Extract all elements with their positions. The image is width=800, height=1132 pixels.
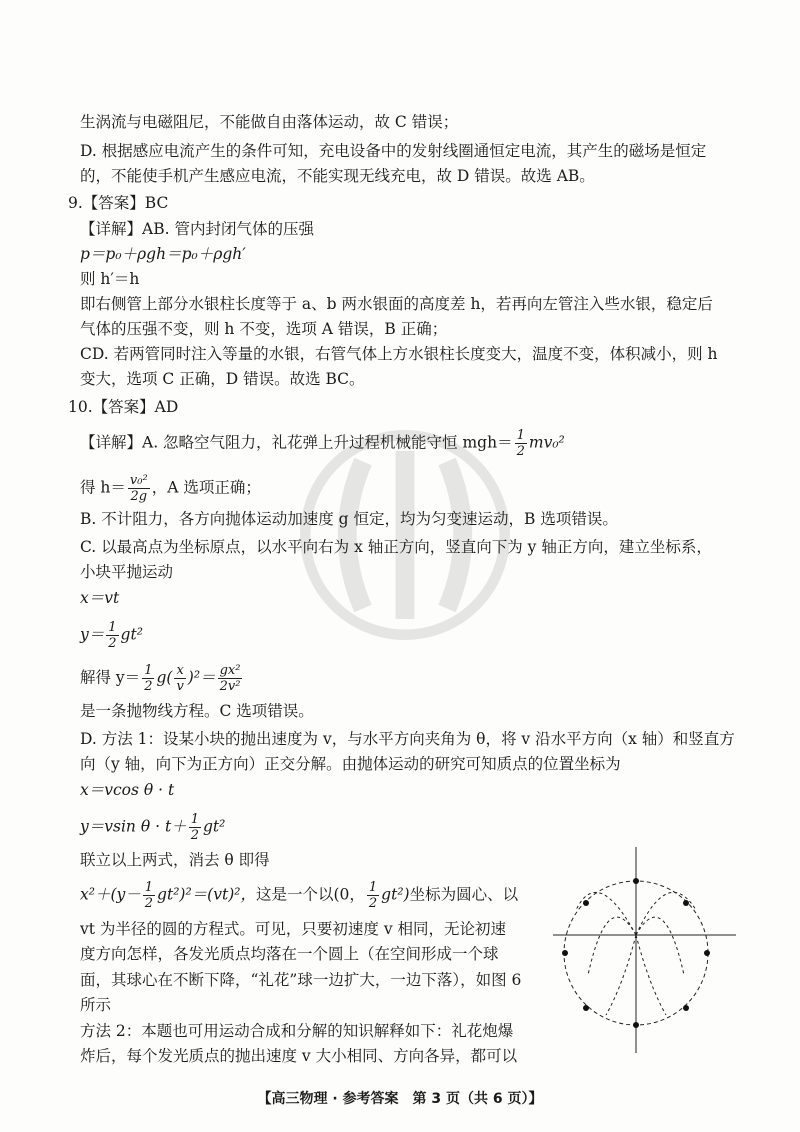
text-line: D. 方法 1：设某小块的抛出速度为 v，与水平方向夹角为 θ，将 v 沿水平方向（x 轴）和竖直方 — [80, 730, 735, 748]
formula-line: 【详解】A. 忽略空气阻力，礼花弹上升过程机械能守恒 mgh＝ $\frac{1}{2}$ mv₀² — [80, 428, 565, 459]
text-line: 的，不能使手机产生感应电流，不能实现无线充电，故 D 错误。故选 AB。 — [80, 167, 595, 185]
text-line: 所示 — [80, 996, 112, 1014]
formula-line: x²＋(y－ $\frac{1}{2}$ gt²)²＝(vt)²，这是一个以(0， $\frac{1}{2}$ gt²)坐标为圆心、以 — [80, 880, 519, 911]
watermark-logo-icon — [300, 430, 510, 640]
text-line: vt 为半径的圆的方程式。可见，只要初速度 v 相同，无论初速 — [80, 920, 507, 938]
answer-heading-9: 9.【答案】BC — [68, 194, 169, 212]
text-line: C. 以最高点为坐标原点，以水平向右为 x 轴正方向，竖直向下为 y 轴正方向，建立坐标系， — [80, 538, 712, 556]
formula-line: p＝p₀＋ρgh＝p₀＋ρgh′ — [80, 245, 246, 263]
text-line: D. 根据感应电流产生的条件可知，充电设备中的发射线圈通恒定电流，其产生的磁场是恒定 — [80, 142, 707, 160]
formula-line: 解得 y＝ $\frac{1}{2}$ g( $\frac{x}{v}$ )²＝ $\frac{\text{gx²}}{\text{2v²}}$ — [80, 663, 241, 694]
text-line: 是一条抛物线方程。C 选项错误。 — [80, 702, 314, 720]
text-line: 气体的压强不变，则 h 不变，选项 A 错误，B 正确； — [80, 320, 448, 338]
formula-line: y＝vsin θ · t＋ $\frac{1}{2}$ gt² — [80, 812, 226, 843]
text-line: 联立以上两式，消去 θ 即得 — [80, 851, 270, 869]
formula-line: x＝vt — [80, 589, 120, 607]
figure-6-fireworks-diagram — [548, 845, 738, 1055]
text-line: 生涡流与电磁阻尼，不能做自由落体运动，故 C 错误； — [80, 113, 459, 131]
text-line: 即右侧管上部分水银柱长度等于 a、b 两水银面的高度差 h，若再向左管注入些水银，稳定后 — [80, 295, 713, 313]
text-line: 则 h′＝h — [80, 270, 140, 288]
page-footer: 【高三物理 · 参考答案 第 3 页（共 6 页）】 — [257, 1091, 543, 1107]
text-line: 度方向怎样，各发光质点均落在一个圆上（在空间形成一个球 — [80, 945, 499, 963]
text-line: B. 不计阻力，各方向抛体运动加速度 g 恒定，均为匀变速运动，B 选项错误。 — [80, 510, 618, 528]
text-line: 向（y 轴，向下为正方向）正交分解。由抛体运动的研究可知质点的位置坐标为 — [80, 755, 621, 773]
text-line: 方法 2：本题也可用运动合成和分解的知识解释如下：礼花炮爆 — [80, 1022, 514, 1040]
text-line: 变大，选项 C 正确，D 错误。故选 BC。 — [80, 370, 365, 388]
text-line: CD. 若两管同时注入等量的水银，右管气体上方水银柱长度变大，温度不变，体积减小，则 h — [80, 345, 718, 363]
text-line: 小块平抛运动 — [80, 563, 174, 581]
formula-line: x＝vcos θ · t — [80, 781, 175, 799]
formula-line: y＝ $\frac{1}{2}$ gt² — [80, 620, 143, 651]
text-line: 面，其球心在不断下降，“礼花”球一边扩大，一边下落），如图 6 — [80, 971, 522, 989]
formula-line: 得 h＝ $\frac{\text{v₀²}}{2g}$ ，A 选项正确； — [80, 473, 261, 504]
answer-heading-10: 10.【答案】AD — [68, 398, 179, 416]
text-line: 【详解】AB. 管内封闭气体的压强 — [80, 220, 314, 238]
text-line: 炸后，每个发光质点的抛出速度 v 大小相同、方向各异，都可以 — [80, 1047, 518, 1065]
